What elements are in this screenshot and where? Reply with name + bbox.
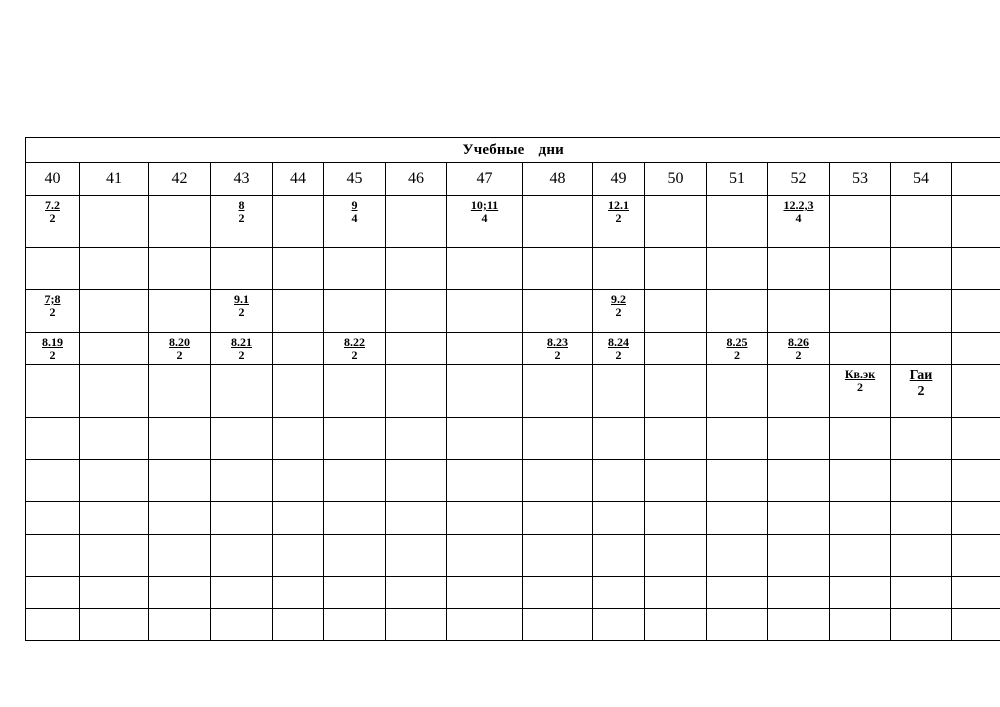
schedule-cell	[707, 609, 768, 641]
schedule-cell	[707, 535, 768, 577]
lesson-topic: 9.1	[234, 292, 249, 306]
schedule-cell	[149, 418, 211, 460]
title-right: дни	[538, 141, 565, 158]
lesson-fraction	[45, 293, 61, 319]
lesson-fraction	[727, 336, 748, 362]
schedule-cell	[149, 460, 211, 502]
schedule-cell	[324, 248, 386, 290]
schedule-cell	[707, 333, 768, 365]
lesson-topic: 8.24	[608, 335, 629, 349]
title-left: Учебные	[462, 141, 525, 158]
schedule-cell	[149, 365, 211, 418]
schedule-cell	[273, 290, 324, 333]
schedule-cell	[80, 535, 149, 577]
schedule-cell	[80, 196, 149, 248]
schedule-cell	[26, 502, 80, 535]
schedule-cell	[386, 290, 447, 333]
schedule-cell	[645, 290, 707, 333]
lesson-fraction	[547, 336, 568, 362]
schedule-cell	[952, 535, 1000, 577]
lesson-hours: 2	[615, 305, 622, 319]
lesson-fraction	[784, 199, 814, 225]
schedule-cell	[386, 502, 447, 535]
schedule-cell	[386, 196, 447, 248]
week-number-cell: 53	[830, 163, 891, 196]
week-number-cell: 49	[593, 163, 645, 196]
schedule-cell	[768, 248, 830, 290]
schedule-cell	[593, 365, 645, 418]
lesson-fraction	[231, 336, 252, 362]
schedule-cell	[891, 609, 952, 641]
lesson-hours: 2	[176, 348, 183, 362]
schedule-row	[26, 460, 1000, 502]
schedule-cell	[447, 333, 523, 365]
schedule-cell	[26, 196, 80, 248]
schedule-cell	[149, 577, 211, 609]
lesson-hours: 2	[795, 348, 802, 362]
schedule-cell	[273, 609, 324, 641]
schedule-cell	[830, 460, 891, 502]
schedule-cell	[386, 365, 447, 418]
schedule-cell	[273, 460, 324, 502]
lesson-fraction	[239, 199, 245, 225]
schedule-cell	[386, 418, 447, 460]
schedule-cell	[211, 365, 273, 418]
schedule-cell	[891, 535, 952, 577]
schedule-cell	[523, 502, 593, 535]
schedule-cell	[273, 502, 324, 535]
schedule-cell	[324, 418, 386, 460]
schedule-cell	[830, 577, 891, 609]
schedule-cell	[891, 365, 952, 418]
schedule-cell	[707, 418, 768, 460]
schedule-cell	[593, 609, 645, 641]
lesson-hours: 2	[238, 211, 245, 225]
schedule-cell	[211, 577, 273, 609]
schedule-cell	[211, 460, 273, 502]
schedule-cell	[593, 248, 645, 290]
schedule-cell	[593, 418, 645, 460]
lesson-hours: 2	[49, 305, 56, 319]
schedule-cell	[523, 290, 593, 333]
schedule-cell	[447, 196, 523, 248]
schedule-cell	[830, 196, 891, 248]
schedule-cell	[386, 609, 447, 641]
schedule-row	[26, 609, 1000, 641]
schedule-cell	[149, 502, 211, 535]
schedule-cell	[386, 248, 447, 290]
schedule-cell	[273, 535, 324, 577]
lesson-fraction	[845, 368, 875, 394]
week-number-cell: 52	[768, 163, 830, 196]
schedule-row	[26, 418, 1000, 460]
schedule-cell	[26, 248, 80, 290]
schedule-cell	[273, 333, 324, 365]
schedule-cell	[80, 248, 149, 290]
lesson-fraction	[42, 336, 63, 362]
week-number-cell: 45	[324, 163, 386, 196]
schedule-cell	[273, 577, 324, 609]
lesson-hours: 2	[351, 348, 358, 362]
week-number-cell: 42	[149, 163, 211, 196]
title-row	[26, 138, 1000, 163]
schedule-cell	[707, 502, 768, 535]
schedule-cell	[891, 196, 952, 248]
schedule-cell	[447, 365, 523, 418]
schedule-cell	[645, 535, 707, 577]
schedule-cell	[768, 196, 830, 248]
schedule-cell	[645, 196, 707, 248]
schedule-cell	[593, 196, 645, 248]
lesson-fraction	[234, 293, 249, 319]
schedule-cell	[26, 609, 80, 641]
week-number-cell: 54	[891, 163, 952, 196]
lesson-topic: 8.20	[169, 335, 190, 349]
schedule-cell	[593, 502, 645, 535]
schedule-cell	[211, 418, 273, 460]
lesson-hours: 4	[795, 211, 802, 225]
schedule-row	[26, 290, 1000, 333]
schedule-cell	[952, 248, 1000, 290]
schedule-cell	[768, 502, 830, 535]
lesson-topic: 8.19	[42, 335, 63, 349]
schedule-cell	[593, 535, 645, 577]
lesson-topic: 7;8	[44, 292, 61, 306]
schedule-cell	[707, 248, 768, 290]
schedule-row	[26, 577, 1000, 609]
lesson-topic: 8.25	[726, 335, 748, 349]
schedule-cell	[768, 577, 830, 609]
schedule-cell	[952, 333, 1000, 365]
lesson-fraction	[169, 336, 190, 362]
schedule-cell	[768, 460, 830, 502]
schedule-cell	[273, 365, 324, 418]
schedule-row	[26, 365, 1000, 418]
schedule-cell	[707, 460, 768, 502]
schedule-cell	[447, 418, 523, 460]
lesson-fraction	[471, 199, 498, 225]
lesson-fraction	[608, 199, 629, 225]
schedule-cell	[80, 333, 149, 365]
schedule-cell	[523, 535, 593, 577]
lesson-hours: 2	[615, 211, 622, 225]
schedule-cell	[707, 290, 768, 333]
schedule-cell	[26, 418, 80, 460]
schedule-cell	[324, 577, 386, 609]
schedule-cell	[447, 577, 523, 609]
schedule-cell	[386, 535, 447, 577]
lesson-hours: 2	[238, 305, 245, 319]
schedule-cell	[324, 333, 386, 365]
schedule-cell	[324, 290, 386, 333]
schedule-cell	[149, 248, 211, 290]
schedule-cell	[593, 577, 645, 609]
week-number-cell: 43	[211, 163, 273, 196]
week-number-cell: 41	[80, 163, 149, 196]
week-number-row	[26, 163, 1000, 196]
schedule-cell	[149, 196, 211, 248]
title-cell	[26, 138, 1000, 163]
schedule-cell	[645, 577, 707, 609]
schedule-cell	[80, 290, 149, 333]
lesson-hours: 2	[917, 384, 925, 399]
schedule-table	[25, 137, 1000, 641]
schedule-cell	[26, 535, 80, 577]
schedule-cell	[324, 460, 386, 502]
week-number-cell: 48	[523, 163, 593, 196]
lesson-topic: Гаи	[909, 368, 933, 383]
lesson-topic: 10;11	[470, 198, 499, 212]
schedule-cell	[324, 502, 386, 535]
schedule-cell	[324, 196, 386, 248]
schedule-cell	[447, 535, 523, 577]
lesson-topic: 9	[351, 198, 358, 212]
lesson-fraction	[45, 199, 60, 225]
schedule-cell	[768, 333, 830, 365]
schedule-cell	[523, 460, 593, 502]
lesson-fraction	[608, 336, 629, 362]
schedule-cell	[952, 196, 1000, 248]
lesson-fraction	[344, 336, 365, 362]
lesson-topic: 8.26	[788, 335, 809, 349]
lesson-topic: 12.1	[608, 198, 629, 212]
schedule-cell	[707, 365, 768, 418]
schedule-cell	[952, 290, 1000, 333]
lesson-topic: 8.22	[344, 335, 365, 349]
schedule-cell	[386, 577, 447, 609]
schedule-cell	[645, 333, 707, 365]
lesson-fraction	[352, 199, 358, 225]
schedule-cell	[830, 535, 891, 577]
schedule-cell	[645, 418, 707, 460]
lesson-topic: 8.23	[547, 335, 568, 349]
schedule-cell	[830, 502, 891, 535]
schedule-cell	[768, 535, 830, 577]
lesson-fraction	[611, 293, 626, 319]
schedule-cell	[891, 460, 952, 502]
schedule-cell	[211, 333, 273, 365]
schedule-cell	[768, 290, 830, 333]
lesson-hours: 2	[615, 348, 622, 362]
lesson-hours: 2	[554, 348, 561, 362]
schedule-cell	[952, 365, 1000, 418]
schedule-cell	[768, 365, 830, 418]
schedule-cell	[324, 365, 386, 418]
schedule-cell	[26, 577, 80, 609]
week-number-cell: 47	[447, 163, 523, 196]
week-number-cell: 40	[26, 163, 80, 196]
schedule-cell	[891, 333, 952, 365]
schedule-cell	[211, 609, 273, 641]
schedule-cell	[830, 418, 891, 460]
lesson-hours: 2	[857, 380, 863, 394]
schedule-cell	[324, 535, 386, 577]
schedule-cell	[768, 609, 830, 641]
lesson-topic: 12.2,3	[783, 198, 814, 212]
schedule-cell	[891, 502, 952, 535]
schedule-cell	[645, 460, 707, 502]
schedule-cell	[891, 418, 952, 460]
lesson-fraction	[788, 336, 809, 362]
lesson-fraction	[910, 368, 933, 400]
schedule-cell	[447, 609, 523, 641]
schedule-cell	[891, 290, 952, 333]
schedule-cell	[149, 609, 211, 641]
schedule-cell	[891, 248, 952, 290]
week-number-cell	[952, 163, 1000, 196]
lesson-hours: 2	[49, 211, 56, 225]
schedule-cell	[523, 365, 593, 418]
schedule-cell	[26, 333, 80, 365]
schedule-cell	[26, 290, 80, 333]
schedule-cell	[952, 418, 1000, 460]
schedule-cell	[830, 248, 891, 290]
schedule-cell	[26, 365, 80, 418]
schedule-cell	[830, 365, 891, 418]
schedule-cell	[768, 418, 830, 460]
schedule-cell	[523, 248, 593, 290]
schedule-cell	[149, 290, 211, 333]
schedule-cell	[830, 609, 891, 641]
schedule-cell	[447, 248, 523, 290]
lesson-hours: 2	[734, 348, 740, 362]
schedule-cell	[211, 290, 273, 333]
lesson-hours: 4	[481, 211, 488, 225]
schedule-row	[26, 535, 1000, 577]
schedule-sheet	[25, 137, 1000, 641]
schedule-cell	[273, 418, 324, 460]
schedule-cell	[386, 333, 447, 365]
schedule-cell	[80, 577, 149, 609]
lesson-topic: 7.2	[45, 198, 60, 212]
schedule-cell	[447, 502, 523, 535]
schedule-cell	[324, 609, 386, 641]
schedule-cell	[273, 196, 324, 248]
schedule-cell	[952, 460, 1000, 502]
schedule-cell	[645, 609, 707, 641]
week-number-cell: 51	[707, 163, 768, 196]
schedule-cell	[80, 365, 149, 418]
schedule-cell	[830, 333, 891, 365]
schedule-cell	[26, 460, 80, 502]
schedule-cell	[523, 333, 593, 365]
schedule-cell	[523, 196, 593, 248]
schedule-cell	[645, 502, 707, 535]
schedule-cell	[149, 333, 211, 365]
schedule-cell	[211, 196, 273, 248]
schedule-cell	[149, 535, 211, 577]
schedule-cell	[211, 502, 273, 535]
schedule-cell	[523, 609, 593, 641]
schedule-cell	[952, 609, 1000, 641]
schedule-cell	[830, 290, 891, 333]
lesson-topic: 9.2	[611, 292, 626, 306]
schedule-cell	[645, 365, 707, 418]
schedule-cell	[80, 418, 149, 460]
lesson-hours: 2	[49, 348, 56, 362]
schedule-row	[26, 248, 1000, 290]
schedule-cell	[80, 460, 149, 502]
week-number-cell: 44	[273, 163, 324, 196]
schedule-cell	[80, 609, 149, 641]
schedule-cell	[80, 502, 149, 535]
schedule-row	[26, 196, 1000, 248]
schedule-row	[26, 502, 1000, 535]
week-number-cell: 50	[645, 163, 707, 196]
lesson-hours: 2	[238, 348, 245, 362]
schedule-cell	[447, 290, 523, 333]
schedule-cell	[211, 248, 273, 290]
schedule-cell	[952, 502, 1000, 535]
schedule-cell	[447, 460, 523, 502]
schedule-cell	[707, 577, 768, 609]
lesson-hours: 4	[351, 211, 358, 225]
schedule-cell	[273, 248, 324, 290]
lesson-topic: 8	[238, 198, 245, 212]
schedule-cell	[386, 460, 447, 502]
lesson-topic: Кв.эк	[844, 367, 876, 381]
schedule-row	[26, 333, 1000, 365]
schedule-cell	[523, 418, 593, 460]
schedule-cell	[891, 577, 952, 609]
schedule-cell	[645, 248, 707, 290]
schedule-cell	[952, 577, 1000, 609]
schedule-cell	[593, 460, 645, 502]
schedule-cell	[593, 290, 645, 333]
lesson-topic: 8.21	[231, 335, 252, 349]
schedule-cell	[523, 577, 593, 609]
schedule-cell	[593, 333, 645, 365]
schedule-cell	[211, 535, 273, 577]
week-number-cell: 46	[386, 163, 447, 196]
schedule-cell	[707, 196, 768, 248]
